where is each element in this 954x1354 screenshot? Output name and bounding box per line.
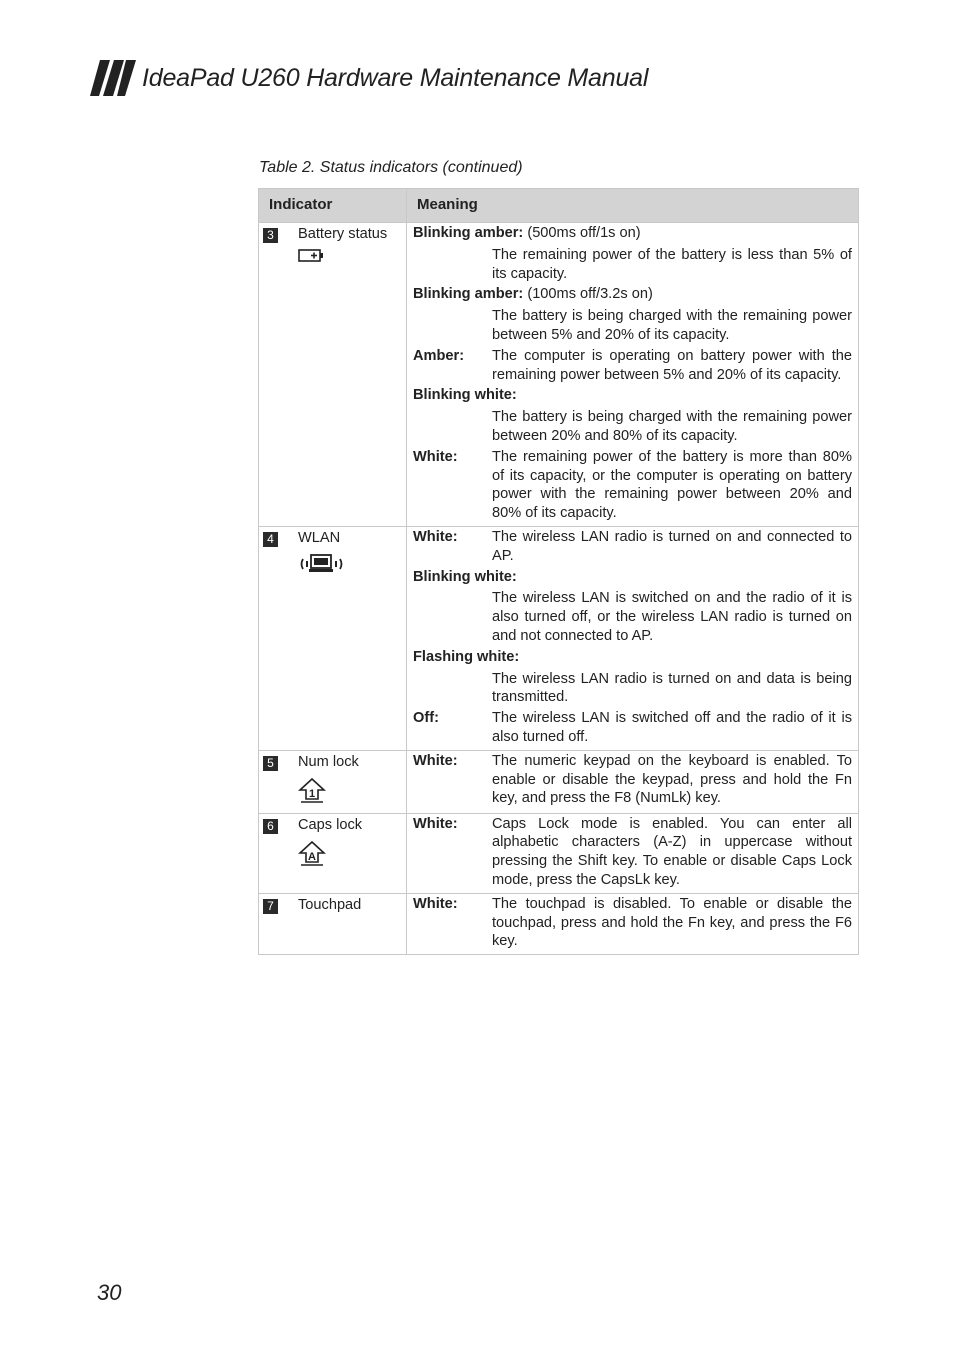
state-description: The wireless LAN radio is turned on and data is being transmitted. xyxy=(492,670,852,706)
indicator-number: 5 xyxy=(263,756,278,771)
meaning-cell xyxy=(407,526,859,750)
state-label xyxy=(413,246,492,284)
state-label: Off: xyxy=(413,710,439,727)
meaning-state-heading xyxy=(413,285,852,304)
state-description: The wireless LAN is switched on and the radio of it is also turned off, or the wireless LAN radio is turned on and not connected to AP. xyxy=(492,590,852,644)
document-title: IdeaPad U260 Hardware Maintenance Manual xyxy=(142,63,649,92)
state-label: White: xyxy=(413,895,458,912)
meaning-entry xyxy=(413,752,852,808)
indicator-name: Battery status xyxy=(298,226,388,242)
meaning-cell xyxy=(407,223,859,527)
state-description: The remaining power of the battery is less than 5% of its capacity. xyxy=(492,246,852,282)
caps-lock-icon xyxy=(298,840,362,872)
state-label: White: xyxy=(413,752,458,769)
state-description: The wireless LAN is switched off and the radio of it is also turned off. xyxy=(492,710,852,745)
indicator-cell xyxy=(259,750,407,813)
state-label: Blinking amber: xyxy=(413,225,524,241)
state-description: The touchpad is disabled. To enable or disable the touchpad, press and hold the Fn key, and press the F6 key. xyxy=(492,895,852,950)
meaning-entry xyxy=(413,815,852,890)
meaning-entry xyxy=(413,448,852,523)
meaning-entry xyxy=(413,408,852,446)
state-detail: (500ms off/1s on) xyxy=(523,225,641,241)
state-label: White: xyxy=(413,448,458,465)
meaning-cell xyxy=(407,893,859,954)
indicator-cell xyxy=(259,813,407,893)
indicator-name: Caps lock xyxy=(298,816,363,833)
meaning-state-heading xyxy=(413,568,852,587)
status-indicators-table xyxy=(258,188,859,955)
state-label: Flashing white: xyxy=(413,648,520,665)
state-label: White: xyxy=(413,815,458,832)
meaning-state-heading xyxy=(413,648,852,667)
indicator-cell xyxy=(259,526,407,750)
battery-icon xyxy=(298,249,387,269)
brand-slash-logo xyxy=(90,60,136,96)
indicator-cell xyxy=(259,893,407,954)
table-header-row xyxy=(259,189,859,223)
table-row xyxy=(259,750,859,813)
indicator-number: 6 xyxy=(263,819,278,834)
meaning-cell xyxy=(407,750,859,813)
state-description: The battery is being charged with the remaining power between 5% and 20% of its capacity. xyxy=(492,308,852,343)
table-row xyxy=(259,526,859,750)
header-meaning: Meaning xyxy=(407,189,859,223)
state-description: The computer is operating on battery power with the remaining power between 5% and 20% of its capacity. xyxy=(492,347,852,383)
state-label xyxy=(413,408,492,446)
meaning-entry xyxy=(413,246,852,284)
table-row xyxy=(259,893,859,954)
state-label: Amber: xyxy=(413,347,465,364)
state-label: Blinking white: xyxy=(413,568,517,585)
meaning-entry xyxy=(413,307,852,345)
meaning-entry xyxy=(413,589,852,645)
table-caption: Table 2. Status indicators (continued) xyxy=(259,159,523,176)
table-row xyxy=(259,813,859,893)
meaning-entry xyxy=(413,670,852,708)
meaning-entry xyxy=(413,895,852,951)
table-body xyxy=(259,223,859,955)
indicator-name: Touchpad xyxy=(298,896,362,913)
state-label: White: xyxy=(413,528,458,545)
state-description: The wireless LAN radio is turned on and connected to AP. xyxy=(492,528,852,564)
meaning-entry xyxy=(413,347,852,385)
state-label xyxy=(413,307,492,345)
state-label xyxy=(413,589,492,645)
state-detail: (100ms off/3.2s on) xyxy=(523,286,653,303)
indicator-cell xyxy=(259,223,407,527)
meaning-state-heading xyxy=(413,224,852,243)
state-label xyxy=(413,670,492,708)
svg-text:A: A xyxy=(308,850,316,863)
table-row xyxy=(259,223,859,527)
wlan-icon xyxy=(298,553,346,581)
indicator-number: 3 xyxy=(263,228,278,243)
header-indicator: Indicator xyxy=(259,189,407,223)
state-description: The numeric keypad on the keyboard is enabled. To enable or disable the keypad, press and hold the Fn key, and press the F8 (NumLk) key. xyxy=(492,752,852,807)
state-label: Blinking amber: xyxy=(413,286,524,303)
indicator-number: 7 xyxy=(263,899,278,914)
meaning-entry xyxy=(413,528,852,566)
state-description: The remaining power of the battery is more than 80% of its capacity, or the computer is operating on battery power with the remaining power between 20% and 80% of its capacity. xyxy=(492,448,852,522)
indicator-number: 4 xyxy=(263,532,278,547)
meaning-entry xyxy=(413,709,852,747)
state-description: Caps Lock mode is enabled. You can enter all alphabetic characters (A-Z) in uppercase without pressing the Shift key. To enable or disable Caps Lock mode, press the CapsLk key. xyxy=(492,815,852,888)
svg-text:1: 1 xyxy=(308,787,316,800)
page-header xyxy=(90,58,648,98)
meaning-state-heading xyxy=(413,386,852,405)
state-label: Blinking white: xyxy=(413,387,517,404)
state-description: The battery is being charged with the remaining power between 20% and 80% of its capacity. xyxy=(492,409,852,444)
indicator-name: WLAN xyxy=(298,529,341,546)
num-lock-icon xyxy=(298,777,359,809)
meaning-cell xyxy=(407,813,859,893)
page-number: 30 xyxy=(97,1280,122,1305)
indicator-name: Num lock xyxy=(298,753,359,770)
